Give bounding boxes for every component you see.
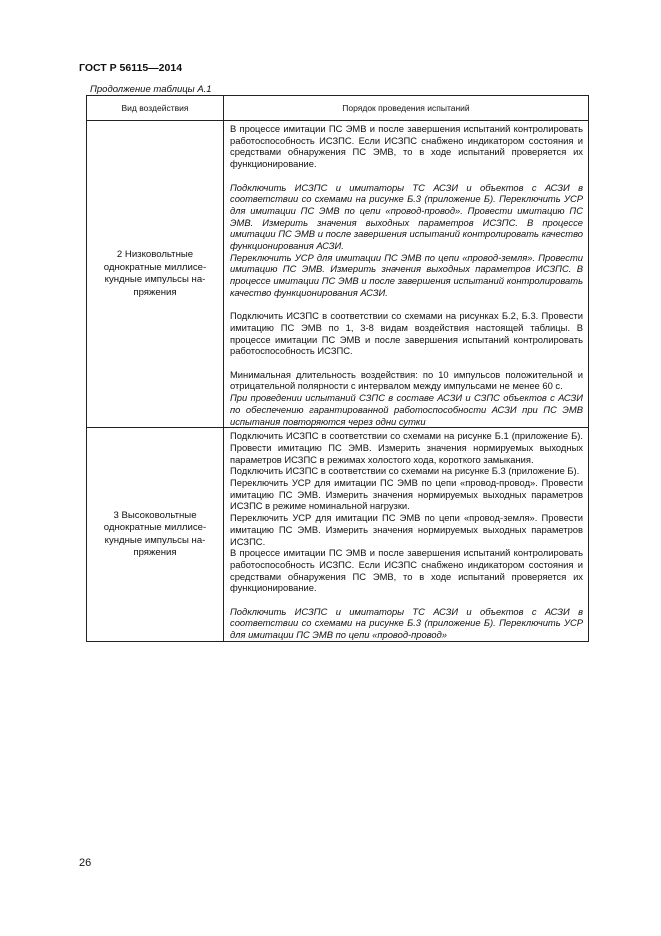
procedure-paragraph: Переключить УСР для имитации ПС ЭМВ по цепи «провод-земля». Провести имитацию ПС ЭМВ. Измерить значения выходных параметров ИСЗПС. В процессе имитации ПС ЭМВ и после завершения испытаний контролировать качество функционирования АСЗИ. — [230, 251, 583, 298]
procedure-paragraph: В процессе имитации ПС ЭМВ и после завершения испытаний контролировать работоспособность ИСЗПС. Если ИСЗПС снабжено индикатором состояния и средствами обнаружения ПС ЭМВ, то в ходе испытаний проверяется их функционирование. — [230, 123, 583, 170]
procedure-paragraph: Подключить ИСЗПС в соответствии со схемами на рисунках Б.2, Б.3. Провести имитацию ПС ЭМВ по 1, 3-8 видам воздействия настоящей таблицы. В процессе имитации ПС ЭМВ и после завершения испытаний контролировать работоспособность ИСЗПС. — [230, 310, 583, 357]
table-row — [87, 121, 589, 428]
table-row — [87, 428, 589, 642]
impact-type-cell — [87, 121, 224, 428]
procedure-paragraph: Подключить ИСЗПС и имитаторы ТС АСЗИ и объектов с АСЗИ в соответствии со схемами на рисунке Б.3 (приложение Б). Переключить УСР для имитации ПС ЭМВ по цепи «провод-провод» — [230, 605, 583, 641]
table-continuation-caption: Продолжение таблицы А.1 — [90, 84, 212, 95]
document-code: ГОСТ Р 56115—2014 — [79, 62, 183, 74]
procedure-paragraph: Переключить УСР для имитации ПС ЭМВ по цепи «провод-земля». Провести имитацию ПС ЭМВ. Измерить значения нормируемых выходных параметров ИСЗПС. — [230, 512, 583, 547]
impact-type-label: 2 Низковольтные однократные миллисе-кундные импульсы на-пряжения — [103, 249, 207, 298]
procedure-paragraph: Подключить ИСЗПС и имитаторы ТС АСЗИ и объектов с АСЗИ в соответствии со схемами на рисунке Б.3 (приложение Б). Переключить УСР для имитации ПС ЭМВ по цепи «провод-провод». Провести имитацию ПС ЭМВ. Измерить значения выходных параметров ИСЗПС. В процессе имитации ПС ЭМВ и после завершения испытаний контролировать качество функционирования АСЗИ. — [230, 181, 583, 252]
procedure-paragraph: Подключить ИСЗПС в соответствии со схемами на рисунке Б.3 (приложение Б). — [230, 465, 580, 477]
procedure-paragraph: В процессе имитации ПС ЭМВ и после завершения испытаний контролировать работоспособность ИСЗПС. Если ИСЗПС снабжено индикатором состояния и средствами обнаружения ПС ЭМВ, то в ходе испытаний проверяется их функционирование. — [230, 547, 583, 594]
procedure-paragraph: Переключить УСР для имитации ПС ЭМВ по цепи «провод-провод». Провести имитацию ПС ЭМВ. Измерить значения нормируемых выходных параметров ИСЗПС в режиме номинальной нагрузки. — [230, 477, 583, 512]
procedure-cell — [224, 428, 589, 642]
procedure-cell — [224, 121, 589, 428]
table-header-row — [87, 96, 589, 121]
page-number: 26 — [79, 857, 92, 869]
procedure-paragraph: Минимальная длительность воздействия: по 10 импульсов положительной и отрицательной полярности с интервалом между импульсами не менее 60 с. — [230, 368, 583, 392]
procedure-paragraph: Подключить ИСЗПС в соответствии со схемами на рисунке Б.1 (приложение Б). Провести имитацию ПС ЭМВ. Измерить значения нормируемых выходных параметров ИСЗПС в режимах холостого хода, короткого замыкания. — [230, 430, 583, 465]
impact-type-cell — [87, 428, 224, 642]
procedure-paragraph: При проведении испытаний СЗПС в составе АСЗИ и СЗПС объектов с АСЗИ по обеспечению гарантированной работоспособности АСЗИ при ПС ЭМВ испытания повторяются через одни сутки — [230, 392, 583, 427]
column-header-type: Вид воздействия — [87, 96, 224, 121]
test-procedure-table — [86, 95, 589, 642]
impact-type-label: 3 Высоковольтные однократные миллисе-кундные импульсы на-пряжения — [103, 509, 207, 559]
column-header-procedure: Порядок проведения испытаний — [224, 96, 589, 121]
